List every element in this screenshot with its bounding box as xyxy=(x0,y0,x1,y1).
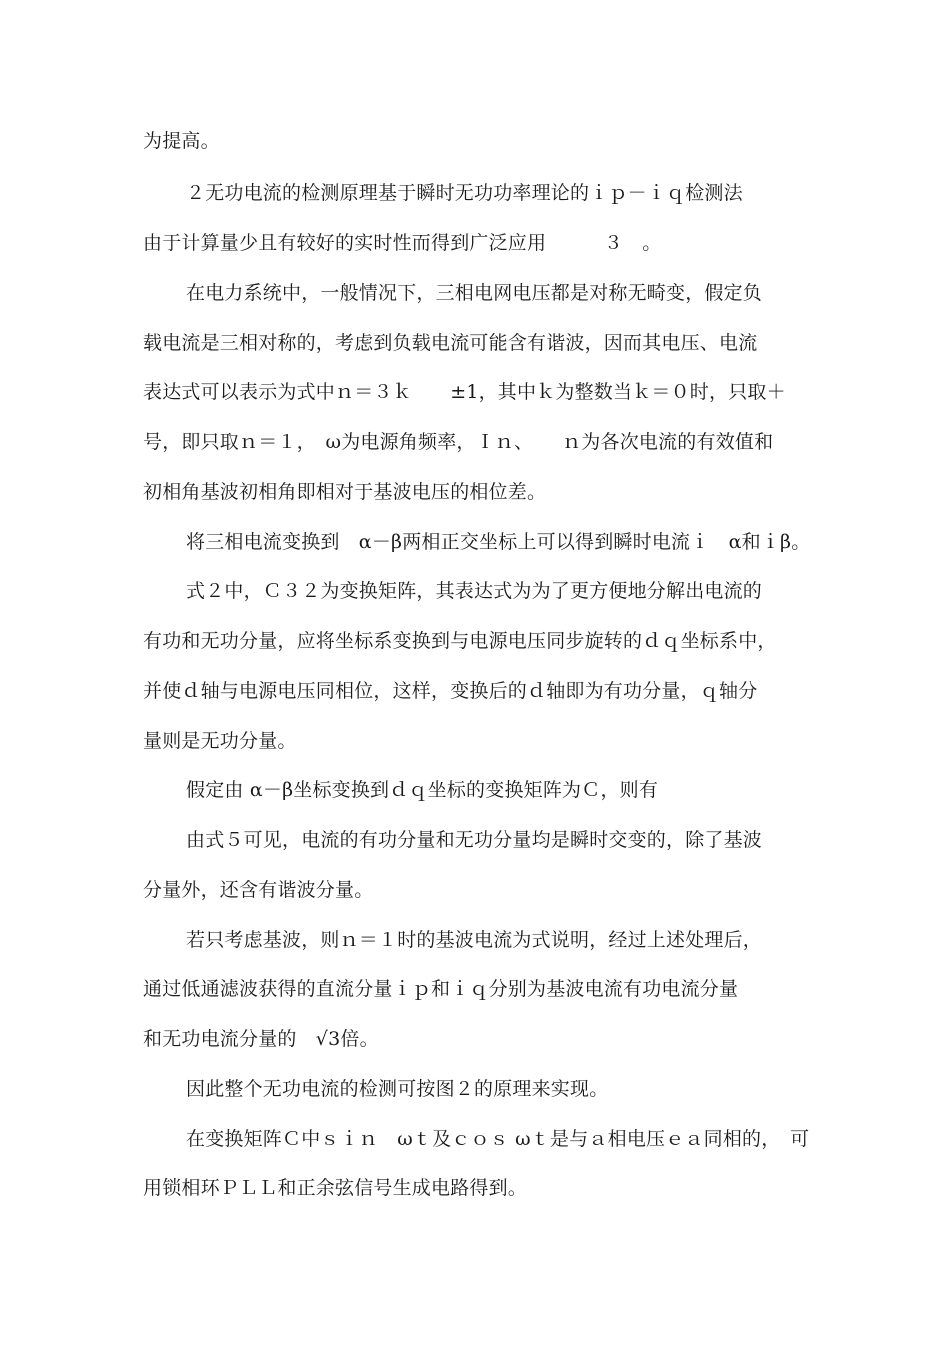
text-line: 有功和无功分量，应将坐标系变换到与电源电压同步旋转的ｄｑ坐标系中， xyxy=(143,630,777,652)
text-line: 将三相电流变换到 α－β两相正交坐标上可以得到瞬时电流ｉ α和ｉβ。 xyxy=(186,531,811,553)
text-line: 在变换矩阵Ｃ中ｓｉｎ ωｔ及ｃｏｓ ωｔ是与ａ相电压ｅａ同相的， 可 xyxy=(186,1128,810,1150)
text-line: 初相角基波初相角即相对于基波电压的相位差。 xyxy=(143,481,547,503)
text-line: 和无功电流分量的 √3倍。 xyxy=(143,1028,379,1050)
text-line: 由于计算量少且有较好的实时性而得到广泛应用 ３ 。 xyxy=(143,232,662,254)
text-line: 假定由 α－β坐标变换到ｄｑ坐标的变换矩阵为Ｃ，则有 xyxy=(186,779,659,801)
text-line: 在电力系统中，一般情况下，三相电网电压都是对称无畸变，假定负 xyxy=(186,282,763,304)
text-line: 若只考虑基波，则ｎ＝１时的基波电流为式说明，经过上述处理后， xyxy=(186,929,763,951)
text-line: 并使ｄ轴与电源电压同相位，这样，变换后的ｄ轴即为有功分量，ｑ轴分 xyxy=(143,680,758,702)
text-line: 用锁相环ＰＬＬ和正余弦信号生成电路得到。 xyxy=(143,1177,528,1199)
text-line: 分量外，还含有谐波分量。 xyxy=(143,879,374,901)
text-line: 式２中，Ｃ３２为变换矩阵，其表达式为为了更方便地分解出电流的 xyxy=(186,580,763,602)
text-line: 因此整个无功电流的检测可按图２的原理来实现。 xyxy=(186,1078,609,1100)
text-line: 量则是无功分量。 xyxy=(143,730,297,752)
text-line: 为提高。 xyxy=(143,130,220,152)
text-line: 由式５可见，电流的有功分量和无功分量均是瞬时交变的，除了基波 xyxy=(186,829,763,851)
text-line: 表达式可以表示为式中ｎ＝３ｋ ±1，其中ｋ为整数当ｋ＝０时，只取＋ xyxy=(143,381,786,403)
text-line: 号，即只取ｎ＝１， ω为电源角频率，Ｉｎ、 ｎ为各次电流的有效值和 xyxy=(143,431,774,453)
text-line: 通过低通滤波获得的直流分量ｉｐ和ｉｑ分别为基波电流有功电流分量 xyxy=(143,978,739,1000)
text-line: 载电流是三相对称的，考虑到负载电流可能含有谐波，因而其电压、电流 xyxy=(143,332,758,354)
text-line: ２无功电流的检测原理基于瞬时无功功率理论的ｉｐ－ｉｑ检测法 xyxy=(186,182,743,204)
